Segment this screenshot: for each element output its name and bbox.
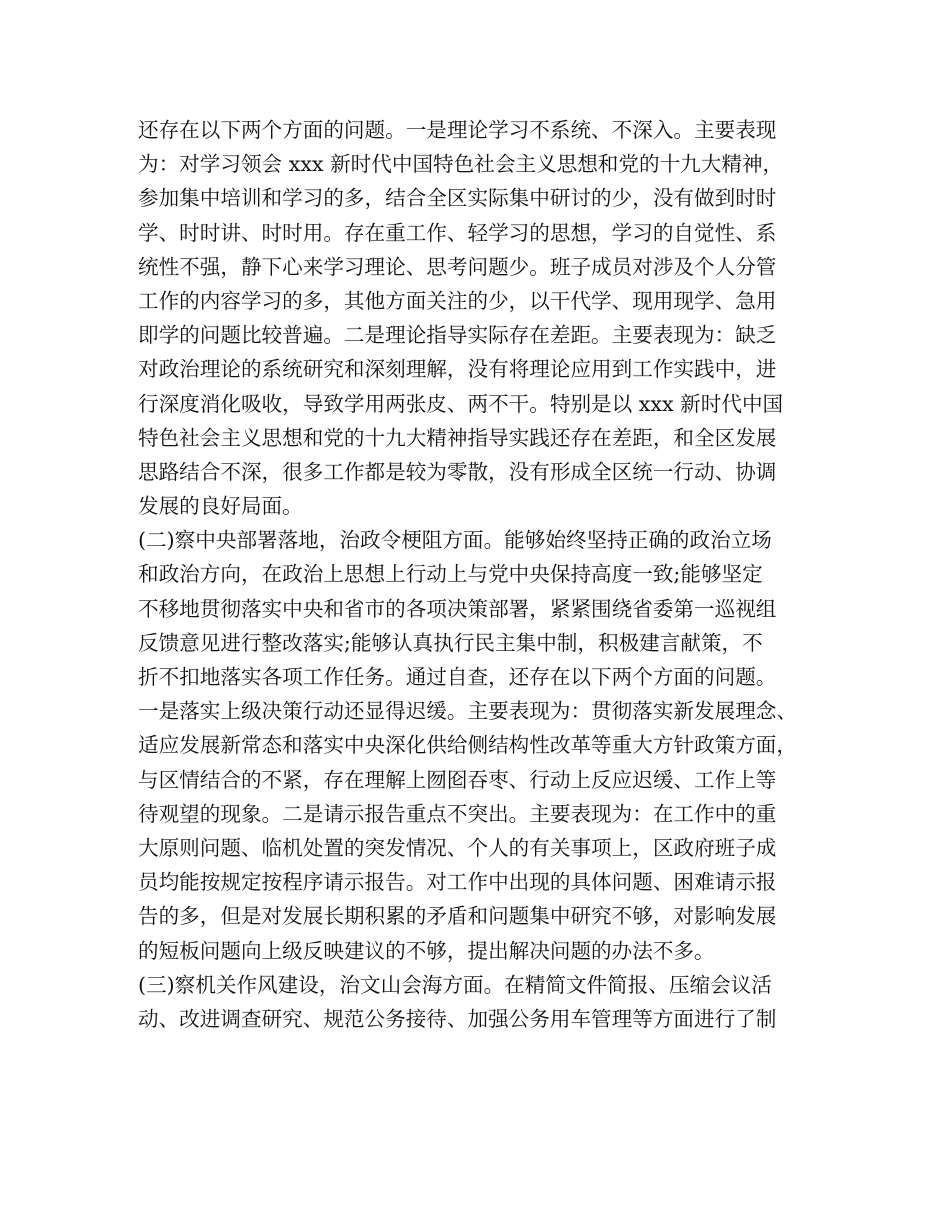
- text-line: 统性不强，静下心来学习理论、思考问题少。班子成员对涉及个人分管: [138, 254, 777, 279]
- text-line: 行深度消化吸收，导致学用两张皮、两不干。特别是以 xxx 新时代中国: [138, 391, 784, 416]
- text-line: 一是落实上级决策行动还显得迟缓。主要表现为：贯彻落实新发展理念、: [138, 699, 797, 724]
- text-line: 为：对学习领会 xxx 新时代中国特色社会主义思想和党的十九大精神，: [138, 152, 784, 177]
- section-heading-line: (三)察机关作风建设，治文山会海方面。在精简文件简报、压缩会议活: [138, 972, 772, 997]
- text-line: 反馈意见进行整改落实;能够认真执行民主集中制，积极建言献策，不: [138, 630, 763, 655]
- text-line: 大原则问题、临机处置的突发情况、个人的有关事项上，区政府班子成: [138, 835, 777, 860]
- text-line: 折不扣地落实各项工作任务。通过自查，还存在以下两个方面的问题。: [138, 665, 777, 689]
- text-line: 工作的内容学习的多，其他方面关注的少，以干代学、现用现学、急用: [138, 288, 777, 313]
- text-line: 待观望的现象。二是请示报告重点不突出。主要表现为：在工作中的重: [138, 801, 777, 826]
- text-line: 学、时时讲、时时用。存在重工作、轻学习的思想，学习的自觉性、系: [138, 220, 777, 245]
- text-line: 思路结合不深，很多工作都是较为零散，没有形成全区统一行动、协调: [138, 459, 777, 484]
- text-line: 参加集中培训和学习的多，结合全区实际集中研讨的少，没有做到时时: [138, 186, 777, 211]
- document-body: [138, 113, 818, 1036]
- text-line: 不移地贯彻落实中央和省市的各项决策部署，紧紧围绕省委第一巡视组: [138, 596, 777, 621]
- text-line: 与区情结合的不紧，存在理解上囫囵吞枣、行动上反应迟缓、工作上等: [138, 767, 777, 792]
- text-line: 即学的问题比较普遍。二是理论指导实际存在差距。主要表现为：缺乏: [138, 323, 777, 348]
- section-heading-line: (二)察中央部署落地，治政令梗阻方面。能够始终坚持正确的政治立场: [138, 528, 772, 553]
- text-line: 和政治方向，在政治上思想上行动上与党中央保持高度一致;能够坚定: [138, 562, 763, 587]
- text-line: 的短板问题向上级反映建议的不够，提出解决问题的办法不多。: [138, 938, 715, 963]
- text-line: 发展的良好局面。: [138, 494, 303, 519]
- text-line: 员均能按规定按程序请示报告。对工作中出现的具体问题、困难请示报: [138, 870, 777, 895]
- text-line: 告的多，但是对发展长期积累的矛盾和问题集中研究不够，对影响发展: [138, 904, 777, 929]
- text-line: 还存在以下两个方面的问题。一是理论学习不系统、不深入。主要表现: [138, 118, 777, 142]
- text-line: 特色社会主义思想和党的十九大精神指导实践还存在差距，和全区发展: [138, 425, 777, 450]
- text-line: 适应发展新常态和落实中央深化供给侧结构性改革等重大方针政策方面，: [138, 733, 797, 758]
- text-line: 对政治理论的系统研究和深刻理解，没有将理论应用到工作实践中，进: [138, 357, 777, 382]
- text-line: 动、改进调查研究、规范公务接待、加强公务用车管理等方面进行了制: [138, 1006, 777, 1031]
